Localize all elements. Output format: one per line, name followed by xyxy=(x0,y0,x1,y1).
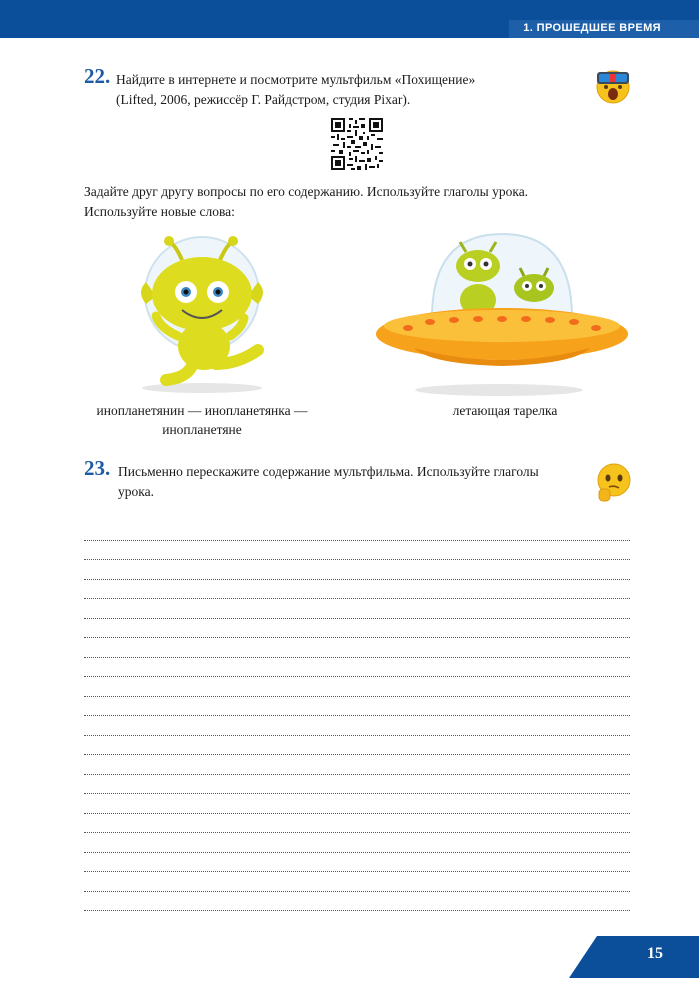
alien-caption-line1: инопланетянин — инопланетянка — xyxy=(96,403,308,418)
writing-line[interactable] xyxy=(84,892,630,912)
page-number-tab xyxy=(569,936,699,983)
writing-lines-area[interactable] xyxy=(84,521,630,911)
writing-line[interactable] xyxy=(84,560,630,580)
writing-line[interactable] xyxy=(84,638,630,658)
writing-line[interactable] xyxy=(84,736,630,756)
alien-illustration xyxy=(120,232,280,402)
writing-line[interactable] xyxy=(84,872,630,892)
tv-watching-emoji-icon xyxy=(593,66,633,109)
ufo-illustration xyxy=(374,230,634,407)
thinking-emoji-icon xyxy=(595,461,633,508)
writing-line[interactable] xyxy=(84,580,630,600)
alien-caption-line2: инопланетяне xyxy=(162,422,242,437)
section-title: 1. ПРОШЕДШЕЕ ВРЕМЯ xyxy=(523,22,661,34)
ufo-caption: летающая тарелка xyxy=(452,403,558,418)
exercise-22-line1: Найдите в интернете и посмотрите мультфильм «Похищение» xyxy=(116,72,476,87)
exercise-22-instruction1: Задайте друг другу вопросы по его содержанию. Используйте глаголы урока. xyxy=(84,184,529,199)
exercise-23-line2: урока. xyxy=(118,484,154,499)
exercise-23-line1: Письменно перескажите содержание мультфильма. Используйте глаголы xyxy=(118,464,539,479)
writing-line[interactable] xyxy=(84,541,630,561)
writing-line[interactable] xyxy=(84,521,630,541)
writing-line[interactable] xyxy=(84,794,630,814)
writing-line[interactable] xyxy=(84,833,630,853)
exercise-23-number: 23. xyxy=(84,456,111,480)
writing-line[interactable] xyxy=(84,677,630,697)
writing-line[interactable] xyxy=(84,814,630,834)
writing-line[interactable] xyxy=(84,755,630,775)
writing-line[interactable] xyxy=(84,619,630,639)
writing-line[interactable] xyxy=(84,658,630,678)
qr-code[interactable] xyxy=(331,118,383,175)
exercise-22-line2: (Lifted, 2006, режиссёр Г. Райдстром, студия Pixar). xyxy=(116,92,411,107)
writing-line[interactable] xyxy=(84,775,630,795)
exercise-22-instruction2: Используйте новые слова: xyxy=(84,204,235,219)
writing-line[interactable] xyxy=(84,716,630,736)
exercise-22-number: 22. xyxy=(84,64,111,88)
writing-line[interactable] xyxy=(84,599,630,619)
writing-line[interactable] xyxy=(84,853,630,873)
writing-line[interactable] xyxy=(84,697,630,717)
page-number: 15 xyxy=(647,945,663,962)
